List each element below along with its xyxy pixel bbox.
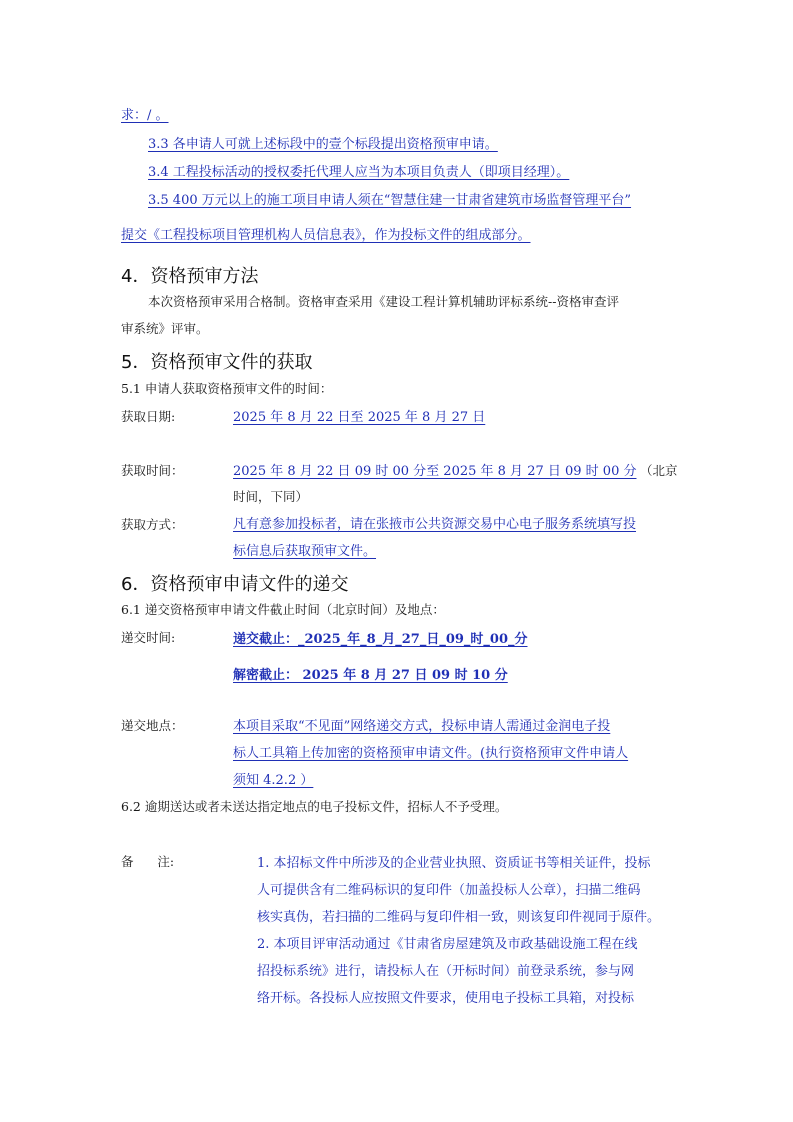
submit-deadline[interactable]: 递交截止：_2025_年_8_月_27_日_09_时_00_分 xyxy=(233,632,528,647)
notes-line-6: 络开标。各投标人应按照文件要求，使用电子投标工具箱，对投标 xyxy=(257,991,635,1006)
item-3-3[interactable]: 3.3 各申请人可就上述标段中的壹个标段提出资格预审申请。 xyxy=(148,137,498,152)
submit-place-label: 递交地点： xyxy=(121,718,184,733)
acquire-date-value[interactable]: 2025 年 8 月 22 日至 2025 年 8 月 27 日 xyxy=(233,410,486,425)
sec5-intro: 5.1 申请人获取资格预审文件的时间： xyxy=(121,381,333,396)
notes-line-5: 招投标系统》进行，请投标人在（开标时间）前登录系统，参与网 xyxy=(257,964,635,979)
acquire-method-line1[interactable]: 凡有意参加投标者，请在张掖市公共资源交易中心电子服务系统填写投 xyxy=(233,517,637,532)
item-3-4[interactable]: 3.4 工程投标活动的授权委托代理人应当为本项目负责人（即项目经理）。 xyxy=(148,165,570,180)
submit-place-line2[interactable]: 标人工具箱上传加密的资格预审申请文件。(执行资格预审文件申请人 xyxy=(233,746,629,761)
submit-place-line3[interactable]: 须知 4.2.2 ） xyxy=(233,773,314,788)
submit-time-label: 递交时间: xyxy=(121,630,176,645)
notes-label: 备 注: xyxy=(121,854,175,869)
acquire-time-value[interactable]: 2025 年 8 月 22 日 09 时 00 分至 2025 年 8 月 27 日 09 时 00 分 xyxy=(233,464,637,479)
sec6-heading: 6．资格预审申请文件的递交 xyxy=(121,574,349,595)
submit-place-line1[interactable]: 本项目采取“不见面”网络递交方式，投标申请人需通过金润电子投 xyxy=(233,719,611,734)
acquire-time-suffix-2: 时间，下同） xyxy=(233,489,309,504)
notes-line-2: 人可提供含有二维码标识的复印件（加盖投标人公章），扫描二维码 xyxy=(257,883,641,898)
acquire-date-label: 获取日期: xyxy=(121,409,176,424)
acquire-time-label: 获取时间： xyxy=(121,463,184,478)
late-submission-note: 6.2 逾期送达或者未送达指定地点的电子投标文件，招标人不予受理。 xyxy=(121,799,508,814)
acquire-method-label: 获取方式： xyxy=(121,517,184,532)
acquire-method-line2[interactable]: 标信息后获取预审文件。 xyxy=(233,544,377,559)
notes-line-1: 1. 本招标文件中所涉及的企业营业执照、资质证书等相关证件，投标 xyxy=(257,856,651,871)
notes-line-3: 核实真伪，若扫描的二维码与复印件相一致，则该复印件视同于原件。 xyxy=(257,910,661,925)
sec4-para-line2: 审系统》评审。 xyxy=(121,321,209,336)
decrypt-deadline[interactable]: 解密截止： 2025 年 8 月 27 日 09 时 10 分 xyxy=(233,668,508,683)
item-3-5-line2[interactable]: 提交《工程投标项目管理机构人员信息表》，作为投标文件的组成部分。 xyxy=(121,228,531,243)
sec3-tail[interactable]: 求：/ 。 xyxy=(121,108,169,123)
acquire-time-suffix: （北京 xyxy=(640,463,678,478)
notes-line-4: 2. 本项目评审活动通过《甘肃省房屋建筑及市政基础设施工程在线 xyxy=(257,937,638,952)
sec5-heading: 5．资格预审文件的获取 xyxy=(121,352,313,373)
sec6-intro: 6.1 递交资格预审申请文件截止时间（北京时间）及地点： xyxy=(121,602,445,617)
sec4-heading: 4．资格预审方法 xyxy=(121,266,259,287)
item-3-5-line1[interactable]: 3.5 400 万元以上的施工项目申请人须在“智慧住建一甘肃省建筑市场监督管理平台” xyxy=(148,193,632,208)
sec4-para-line1: 本次资格预审采用合格制。资格审查采用《建设工程计算机辅助评标系统--资格审查评 xyxy=(148,294,619,309)
